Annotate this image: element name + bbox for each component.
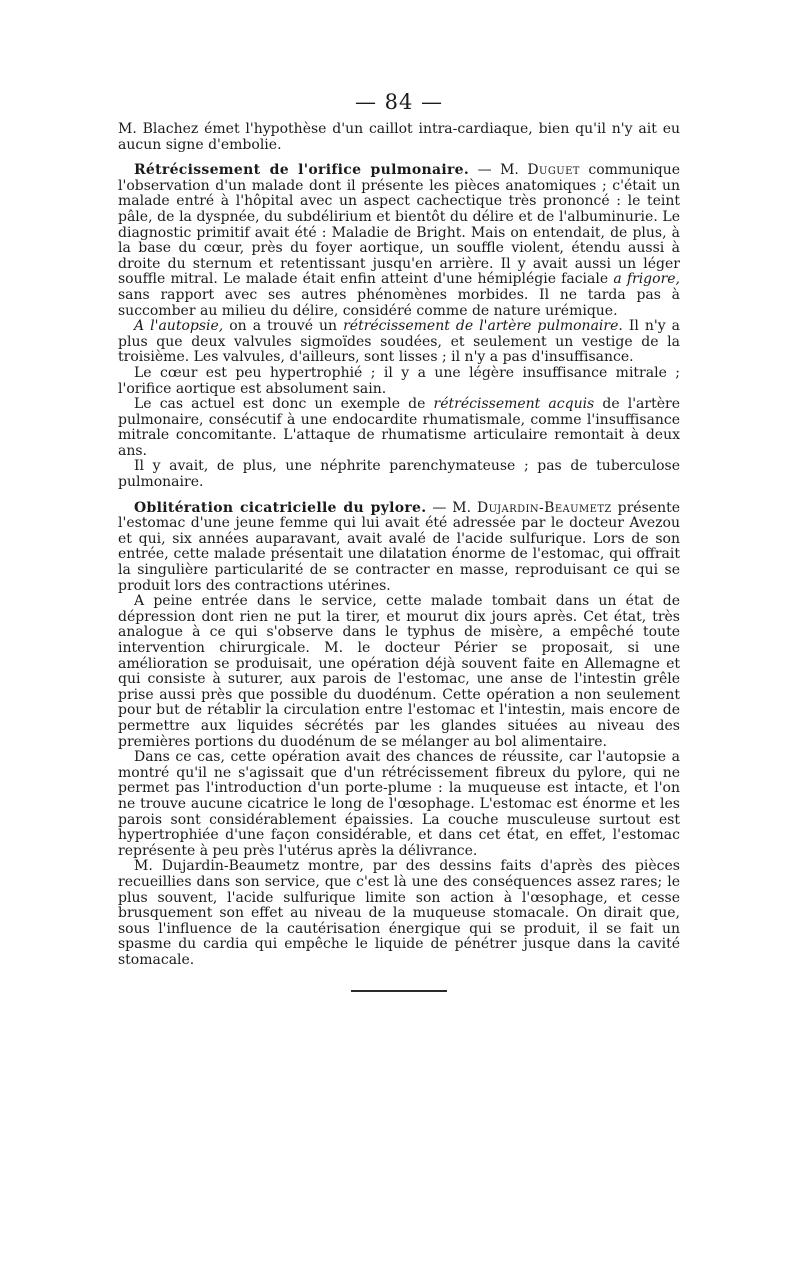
paragraph-text: sans rapport avec ses autres phénomènes morbides. Il ne tarda pas à succomber au milieu du délire, considéré comme de nature urémique.	[118, 286, 680, 319]
end-rule	[351, 990, 447, 992]
italic-autopsie: A l'autopsie,	[134, 318, 224, 335]
section-heading-orifice-pulmonaire: Rétrécissement de l'orifice pulmonaire.	[134, 162, 470, 179]
paragraph-cas-actuel	[118, 397, 680, 459]
paragraph-text: communique l'observation d'un malade dont il présente les pièces anatomiques ; c'était un malade entré à l'hôpital avec un aspect cachectique très prononcé : le teint pâle, de la dyspnée, du subdélirium et bientôt du délire et de l'albuminurie. Le diagnostic primitif avait été : Maladie de Bright. Mais on entendait, de plus, à la base du cœur, près du foyer aortique, un souffle violent, étendu aussi à droite du sternum et retentissant jusqu'en arrière. Il y avait aussi un léger souffle mitral. Le malade était enfin atteint d'une hémiplégie faciale	[118, 162, 681, 288]
paragraph-retrecissement	[118, 163, 680, 319]
paragraph-coeur: Le cœur est peu hypertrophié ; il y a une légère insuffisance mitrale ; l'orifice aortique est absolument sain.	[118, 364, 680, 397]
heading-dash: — M.	[426, 499, 477, 516]
italic-a-frigore: a frigore,	[613, 271, 681, 288]
page-number: — 84 —	[354, 90, 444, 114]
paragraph-text: présente l'estomac d'une jeune femme qui lui avait été adressée par le docteur Avezou et qui, six années auparavant, avait avalé de l'acide sulfurique. Lors de son entrée, cette malade présentait une dilatation énorme de l'estomac, qui offrait la singulière particularité de se contracter en masse, reproduisant ce qui se produit lors des contractions utérines.	[118, 499, 680, 594]
paragraph-embolie: M. Blachez émet l'hypothèse d'un caillot intra-cardiaque, bien qu'il n'y ait eu aucun signe d'embolie.	[118, 121, 680, 153]
paragraph-nephrite: Il y avait, de plus, une néphrite parenchymateuse ; pas de tuberculose pulmonaire.	[118, 458, 680, 491]
page	[118, 88, 680, 992]
paragraph-text: de l'artère pulmonaire, consécutif à une endocardite rhumatismale, comme l'insuffisance mitrale concomitante. L'attaque de rhumatisme articulaire remontait à deux ans.	[118, 396, 680, 459]
section-heading-pylore: Oblitération cicatricielle du pylore.	[134, 499, 427, 516]
italic-retrecissement-acquis: rétrécissement acquis	[433, 396, 595, 413]
heading-dash: — M.	[469, 162, 528, 179]
paragraph-dessins: M. Dujardin-Beaumetz montre, par des dessins faits d'après des pièces recueillies dans son service, que c'est là une des conséquences assez rares; le plus souvent, l'acide sulfurique limite son action à l'œsophage, et cesse brusquement son effet au niveau de la muqueuse stomacale. On dirait que, sous l'influence de la cautérisation énergique qui se produit, il se fait un spasme du cardia qui empêche le liquide de pénétrer jusque dans la cavité stomacale.	[118, 858, 680, 968]
paragraph-autopsie-pylore: Dans ce cas, cette opération avait des chances de réussite, car l'autopsie a montré qu'il ne s'agissait que d'un rétrécissement fibreux du pylore, qui ne permet pas l'introduction d'un porte-plume : la muqueuse est intacte, et l'on ne trouve aucune cicatrice le long de l'œsophage. L'estomac est énorme et les parois sont considérablement épaissies. La couche musculeuse surtout est hypertrophiée d'une façon considérable, et dans cet état, en effet, l'estomac représente à peu près l'utérus après la délivrance.	[118, 749, 680, 859]
italic-retrecissement-artere: rétrécissement de l'artère pulmonaire.	[343, 318, 623, 335]
author-duguet: Duguet	[527, 162, 580, 179]
paragraph-text: Il n'y a plus que deux valvules sigmoïdes soudées, et seulement un vestige de la troisième. Les valvules, d'ailleurs, sont lisses ; il n'y a pas d'insuffisance.	[118, 318, 680, 366]
paragraph-text: on a trouvé un	[223, 318, 344, 335]
paragraph-autopsie	[118, 319, 680, 366]
paragraph-obliteration	[118, 501, 680, 595]
paragraph-text: Le cas actuel est donc un exemple de	[134, 396, 434, 413]
paragraph-service: A peine entrée dans le service, cette malade tombait dans un état de dépression dont rien ne put la tirer, et mourut dix jours après. Cet état, très analogue à ce qui s'observe dans le typhus de misère, a empêché toute intervention chirurgicale. M. le docteur Périer se proposait, si une amélioration se produisait, une opération déjà souvent faite en Allemagne et qui consiste à suturer, aux parois de l'estomac, une anse de l'intestin grêle prise aussi près que possible du duodénum. Cette opération a non seulement pour but de rétablir la circulation entre l'estomac et l'intestin, mais encore de permettre aux liquides sécrétés par les glandes situées au niveau des premières portions du duodénum de se mélanger au bol alimentaire.	[118, 593, 680, 750]
author-dujardin-beaumetz: Dujardin-Beaumetz	[476, 499, 612, 516]
